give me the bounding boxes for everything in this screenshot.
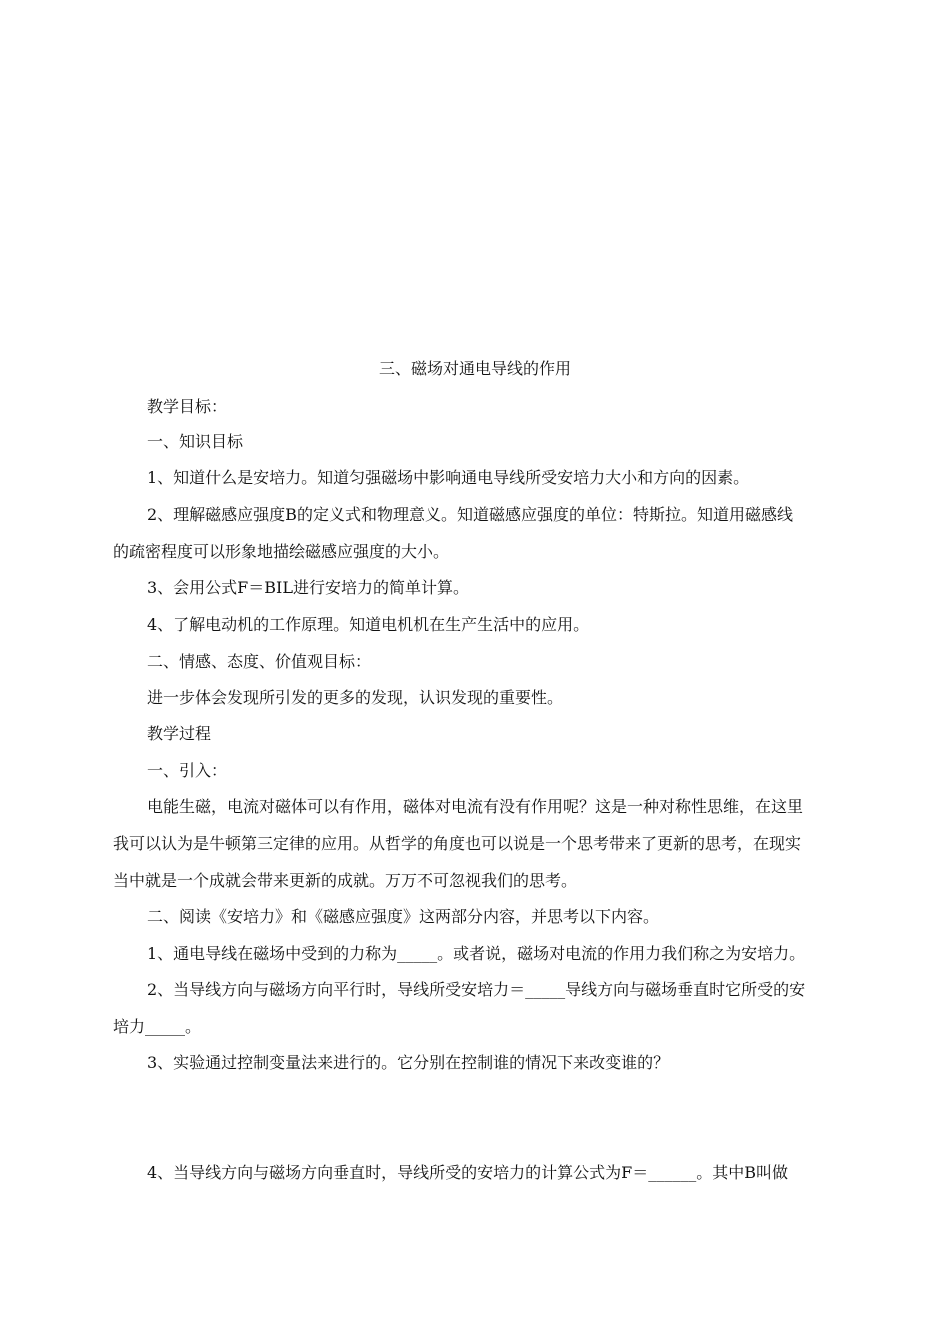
document-title: 三、磁场对通电导线的作用 [378,359,571,378]
objective-item-1: 1、知道什么是安培力。知道匀强磁场中影响通电导线所受安培力大小和方向的因素。 [147,468,750,487]
objective-item-2-continued: 的疏密程度可以形象地描绘磁感应强度的大小。 [113,542,450,561]
question-2: 2、当导线方向与磁场方向平行时，导线所受安培力＝_____导线方向与磁场垂直时它所受的安 [147,980,806,999]
question-2-continued: 培力_____。 [113,1017,202,1036]
subheading-attitude-objectives: 二、情感、态度、价值观目标： [147,652,372,671]
attitude-objective-text: 进一步体会发现所引发的更多的发现，认识发现的重要性。 [147,688,564,707]
introduction-paragraph-line-3: 当中就是一个成就会带来更新的成就。万万不可忽视我们的思考。 [113,871,578,890]
subheading-knowledge-objectives: 一、知识目标 [147,432,244,451]
objective-item-2: 2、理解磁感应强度B的定义式和物理意义。知道磁感应强度的单位：特斯拉。知道用磁感线 [147,505,793,524]
introduction-paragraph-line-2: 我可以认为是牛顿第三定律的应用。从哲学的角度也可以说是一个思考带来了更新的思考，在现实 [113,834,802,853]
section-heading-objectives: 教学目标： [147,397,228,416]
subheading-reading: 二、阅读《安培力》和《磁感应强度》这两部分内容，并思考以下内容。 [147,907,660,926]
objective-item-4: 4、了解电动机的工作原理。知道电机机在生产生活中的应用。 [147,615,590,634]
objective-item-3: 3、会用公式F＝BIL进行安培力的简单计算。 [147,578,469,597]
question-3: 3、实验通过控制变量法来进行的。它分别在控制谁的情况下来改变谁的？ [147,1053,670,1072]
introduction-paragraph-line-1: 电能生磁，电流对磁体可以有作用，磁体对电流有没有作用呢？这是一种对称性思维，在这里 [147,797,804,816]
section-heading-process: 教学过程 [147,724,212,743]
question-4: 4、当导线方向与磁场方向垂直时，导线所受的安培力的计算公式为F＝______。其中B叫做 [147,1163,789,1182]
subheading-introduction: 一、引入： [147,761,228,780]
question-1: 1、通电导线在磁场中受到的力称为_____。或者说，磁场对电流的作用力我们称之为安培力。 [147,944,806,963]
